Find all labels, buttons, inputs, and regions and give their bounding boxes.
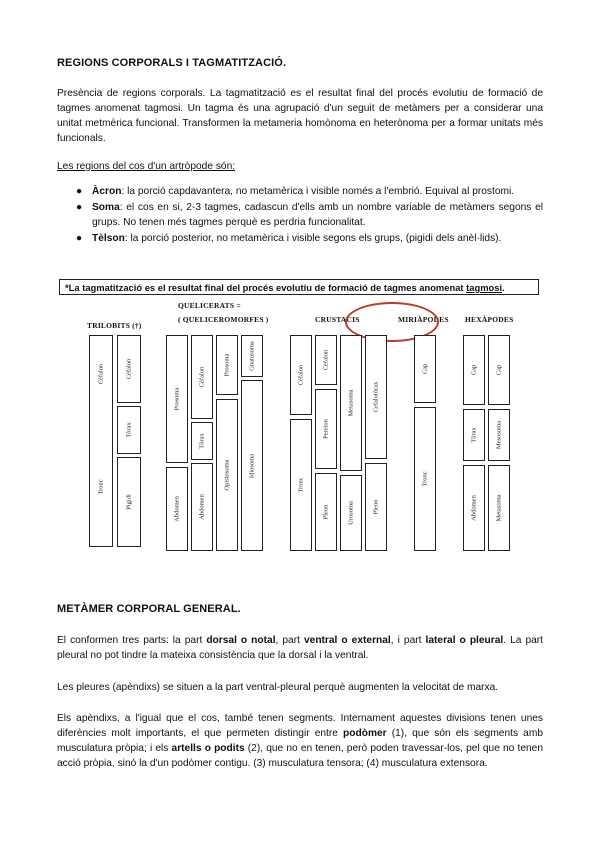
list-item-acron: ● Àcron: la porció capdavantera, no metamèrica i visible només a l'embrió. Equival al prostomi. bbox=[76, 186, 515, 197]
figure-banner: *La tagmatització es el resultat final del procés evolutiu de formació de tagmes anomenat tagmosi. bbox=[59, 279, 539, 295]
segment-box: Cèfalon bbox=[290, 335, 312, 415]
segment-box: Cèfalon Tronc bbox=[89, 335, 113, 547]
paragraph-parts: El conformen tres parts: la part dorsal o notal, part ventral o external, i part lateral o pleural. La part pleural no pot tindre la mateixa consistència que la dorsal i la ventral. bbox=[57, 635, 544, 661]
segment-box: Prosoma bbox=[216, 335, 238, 395]
tagmatization-figure bbox=[57, 279, 543, 581]
segment-box: Tòrax bbox=[463, 409, 485, 461]
group-label-crustacis: CRUSTACIS bbox=[315, 315, 360, 324]
section-heading-regions: REGIONS CORPORALS I TAGMATITZACIÓ. bbox=[57, 57, 287, 69]
segment-box: Idiosoma bbox=[241, 380, 263, 551]
segment-box: Cap bbox=[463, 335, 485, 405]
bullet-icon: ● bbox=[76, 233, 83, 244]
segment-box: Cèfalon bbox=[191, 335, 213, 419]
segment-box: Pereion bbox=[315, 389, 337, 469]
segment-box: Tòrax bbox=[117, 406, 141, 454]
group-label-quelicerats: QUELICERATS = bbox=[178, 301, 241, 310]
segment-box: Cèfalon bbox=[117, 335, 141, 403]
segment-box: Abdomen bbox=[191, 463, 213, 551]
group-label-queliceromorfes: ( QUELICEROMORFES ) bbox=[178, 315, 269, 324]
group-label-miriapodes: MIRIÀPODES bbox=[398, 315, 449, 324]
paragraph-pleures: Les pleures (apèndixs) se situen a la part ventral-pleural perquè augmenten la velocitat de marxa. bbox=[57, 682, 499, 693]
segment-box: Abdomen bbox=[463, 465, 485, 551]
regions-list bbox=[57, 184, 543, 247]
segment-box: Metasoma bbox=[340, 335, 362, 471]
segment-box: Mesosoma bbox=[488, 409, 510, 461]
segment-box: Cap bbox=[414, 335, 436, 403]
intro-paragraph: Presència de regions corporals. La tagmatització es el resultat final del procés evolutiu de formació de tagmes anomenat tagmosi. Un tagma és una agrupació d'un seguit de metàmers per a considerar una unitat metmèrica funcional. Transformen la metameria homònoma en heterònoma per a formar unitats més funcionals. bbox=[57, 88, 543, 144]
segment-box: Pleon bbox=[315, 473, 337, 551]
regions-subtitle: Les regions del cos d'un artròpode són: bbox=[57, 161, 236, 172]
segment-box: Urosoma bbox=[340, 475, 362, 551]
segment-box: Abdomen bbox=[166, 467, 188, 551]
segment-box: Prosoma bbox=[166, 335, 188, 463]
group-label-hexapodes: HEXÀPODES bbox=[465, 315, 514, 324]
bullet-icon: ● bbox=[76, 202, 83, 213]
segment-box: Tronc bbox=[414, 407, 436, 551]
bullet-icon: ● bbox=[76, 186, 83, 197]
segment-box: Tòrax bbox=[191, 422, 213, 460]
segment-box: Cefalotòrax bbox=[365, 335, 387, 459]
list-item-telson: ● Tèlson: la porció posterior, no metamèrica i visible segons els grups, (pigidi dels anèl·lids). bbox=[76, 233, 502, 244]
segment-box: Cap bbox=[488, 335, 510, 405]
segment-box: Metasoma bbox=[488, 465, 510, 551]
paragraph-apendixs: Els apèndixs, a l'igual que el cos, també tenen segments. Internament aquestes divisions tenen unes diferències molt importants, el que permeten distingir entre podòmer (1), que són els segments amb musculatura pròpia; i els artells o podits (2), que no en tenen, però poden travessar-los, pel que no tenen acció pròpia, sinó la d'un podòmer contigu. (3) musculatura tensora; (4) musculatura extensora. bbox=[57, 713, 543, 769]
segment-box: Pigidi bbox=[117, 457, 141, 547]
segment-box: Pleon bbox=[365, 463, 387, 551]
group-label-trilobits: TRILOBITS (†) bbox=[87, 321, 142, 330]
segment-box: Opistosoma bbox=[216, 399, 238, 551]
segment-box: Cèfalon bbox=[315, 335, 337, 385]
section-heading-metamer: METÀMER CORPORAL GENERAL. bbox=[57, 603, 241, 615]
segment-box: Tronc bbox=[290, 419, 312, 551]
list-item-soma: ● Soma: el cos en si, 2-3 tagmes, cadascun d'ells amb un nombre variable de metàmers segons el grups. No tenen més tagmes perquè es perdria funcionalitat. bbox=[76, 202, 543, 228]
segment-box: Gnatosoma bbox=[241, 335, 263, 377]
